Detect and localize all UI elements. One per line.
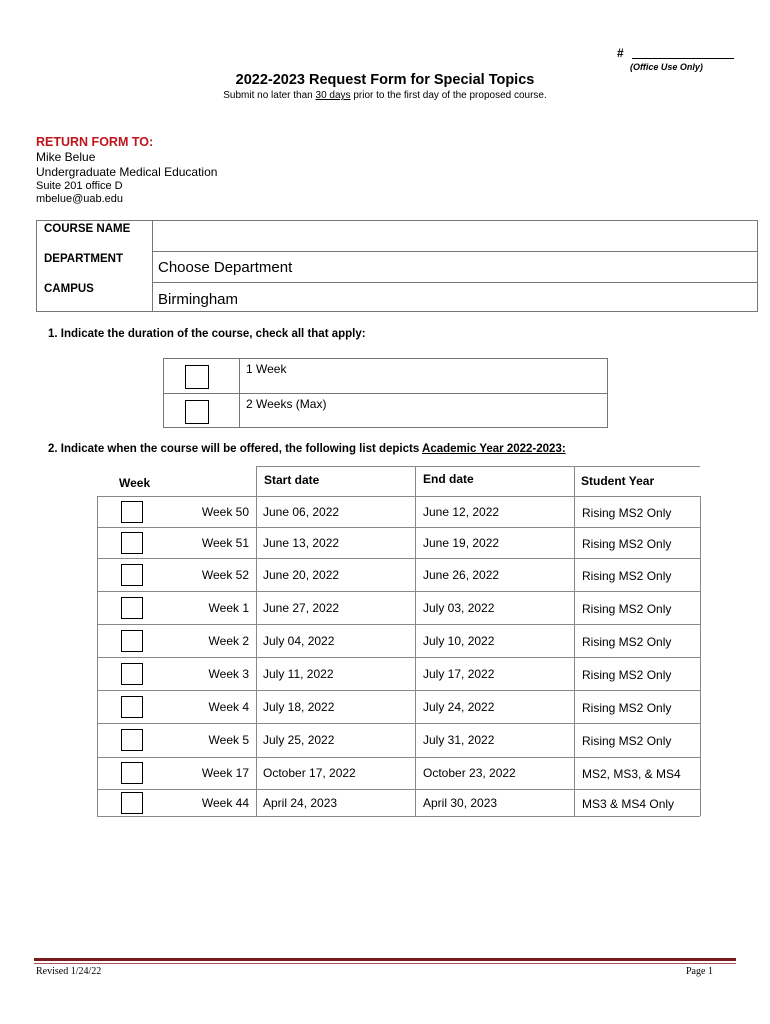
schedule-row-rule [97, 496, 700, 497]
schedule-row-rule [97, 624, 700, 625]
duration-table [163, 358, 608, 428]
week-label: Week 50 [201, 504, 249, 519]
week-checkbox[interactable] [121, 792, 143, 814]
student-year: MS3 & MS4 Only [582, 796, 675, 811]
schedule-table [97, 466, 700, 816]
week-checkbox[interactable] [121, 564, 143, 586]
end-date: July 17, 2022 [423, 666, 495, 681]
schedule-row-rule [97, 816, 700, 817]
footer-page-number: Page 1 [686, 966, 713, 977]
question-offering [48, 443, 566, 455]
office-use-number-label: # [617, 46, 624, 60]
page-title: 2022-2023 Request Form for Special Topics [235, 72, 535, 88]
student-year: Rising MS2 Only [582, 601, 672, 616]
start-date: June 13, 2022 [263, 535, 340, 550]
week-label: Week 51 [201, 535, 249, 550]
week-label: Week 5 [208, 733, 249, 747]
schedule-row-rule [97, 527, 700, 528]
question-offering-text: 2. Indicate when the course will be offered, the following list depicts [48, 443, 423, 455]
schedule-row-rule [97, 591, 700, 592]
footer-rule-thin [34, 963, 736, 964]
student-year: Rising MS2 Only [582, 536, 672, 551]
return-contact-email: mbelue@uab.edu [36, 193, 124, 205]
subtitle-before: Submit no later than [223, 90, 316, 101]
student-year: Rising MS2 Only [582, 634, 672, 649]
start-date: July 04, 2022 [263, 633, 335, 648]
course-table-divider [152, 221, 153, 311]
academic-year-label: Academic Year 2022-2023: [422, 443, 566, 455]
course-table-rule [152, 251, 757, 252]
schedule-column-divider [256, 466, 257, 816]
student-year: Rising MS2 Only [582, 505, 672, 520]
start-date: April 24, 2023 [263, 795, 338, 810]
schedule-column-divider [700, 496, 701, 816]
return-contact-name: Mike Belue [36, 150, 96, 164]
footer-rule [34, 958, 736, 961]
footer-revised: Revised 1/24/22 [36, 966, 102, 977]
end-date: June 12, 2022 [423, 504, 500, 519]
student-year: Rising MS2 Only [582, 568, 672, 583]
schedule-column-divider [97, 496, 98, 816]
office-use-note: (Office Use Only) [630, 62, 703, 72]
schedule-row-rule [97, 558, 700, 559]
start-date: June 27, 2022 [263, 600, 340, 615]
duration-1-week-label: 1 Week [246, 362, 287, 376]
schedule-row-rule [97, 789, 700, 790]
start-date: June 20, 2022 [263, 567, 340, 582]
end-date: April 30, 2023 [423, 795, 498, 810]
week-checkbox[interactable] [121, 696, 143, 718]
duration-2-weeks-checkbox[interactable] [185, 400, 209, 424]
week-label: Week 2 [208, 633, 249, 648]
week-label: Week 44 [201, 795, 249, 810]
week-checkbox[interactable] [121, 501, 143, 523]
start-date: July 11, 2022 [263, 666, 334, 681]
campus-field[interactable]: Birmingham [158, 291, 239, 308]
duration-1-week-checkbox[interactable] [185, 365, 209, 389]
department-select[interactable]: Choose Department [158, 259, 293, 276]
duration-table-rule [164, 393, 607, 394]
week-label: Week 1 [208, 600, 249, 615]
header-week: Week [119, 476, 151, 490]
student-year: Rising MS2 Only [582, 700, 672, 715]
end-date: October 23, 2022 [423, 766, 516, 780]
header-student-year: Student Year [581, 474, 655, 488]
header-start-date: Start date [264, 473, 320, 487]
week-label: Week 4 [208, 699, 249, 714]
subtitle-after: prior to the first day of the proposed course. [350, 90, 547, 101]
course-name-label: COURSE NAME [44, 223, 131, 235]
course-table-rule [152, 282, 757, 283]
start-date: July 18, 2022 [263, 699, 335, 714]
student-year: Rising MS2 Only [582, 734, 672, 748]
duration-2-weeks-label: 2 Weeks (Max) [246, 397, 327, 411]
schedule-header-rule [256, 466, 700, 467]
department-label: DEPARTMENT [44, 253, 124, 265]
week-label: Week 17 [201, 766, 249, 780]
return-contact-department: Undergraduate Medical Education [36, 165, 218, 179]
start-date: June 06, 2022 [263, 504, 340, 519]
return-contact-suite: Suite 201 office D [36, 180, 123, 192]
start-date: October 17, 2022 [263, 766, 356, 780]
office-use-number-field[interactable] [632, 58, 734, 59]
header-end-date: End date [423, 472, 474, 486]
schedule-column-divider [415, 466, 416, 816]
return-form-label: RETURN FORM TO: [36, 135, 154, 149]
week-label: Week 3 [208, 666, 249, 681]
week-checkbox[interactable] [121, 597, 143, 619]
question-duration: 1. Indicate the duration of the course, check all that apply: [48, 328, 366, 340]
end-date: June 26, 2022 [423, 567, 500, 582]
week-checkbox[interactable] [121, 663, 143, 685]
schedule-row-rule [97, 690, 700, 691]
student-year: MS2, MS3, & MS4 [582, 767, 681, 781]
course-name-field[interactable] [158, 227, 748, 249]
week-checkbox[interactable] [121, 532, 143, 554]
week-checkbox[interactable] [121, 729, 143, 751]
page-subtitle [0, 90, 770, 101]
campus-label: CAMPUS [44, 283, 94, 295]
schedule-row-rule [97, 657, 700, 658]
schedule-row-rule [97, 757, 700, 758]
schedule-row-rule [97, 723, 700, 724]
end-date: July 31, 2022 [423, 733, 495, 747]
end-date: July 03, 2022 [423, 600, 495, 615]
student-year: Rising MS2 Only [582, 667, 672, 682]
end-date: July 24, 2022 [423, 699, 495, 714]
week-checkbox[interactable] [121, 762, 143, 784]
schedule-column-divider [574, 466, 575, 816]
subtitle-deadline: 30 days [315, 90, 351, 101]
week-label: Week 52 [201, 567, 249, 582]
course-info-table [36, 220, 758, 312]
week-checkbox[interactable] [121, 630, 143, 652]
end-date: July 10, 2022 [423, 633, 495, 648]
start-date: July 25, 2022 [263, 733, 335, 747]
end-date: June 19, 2022 [423, 535, 500, 550]
